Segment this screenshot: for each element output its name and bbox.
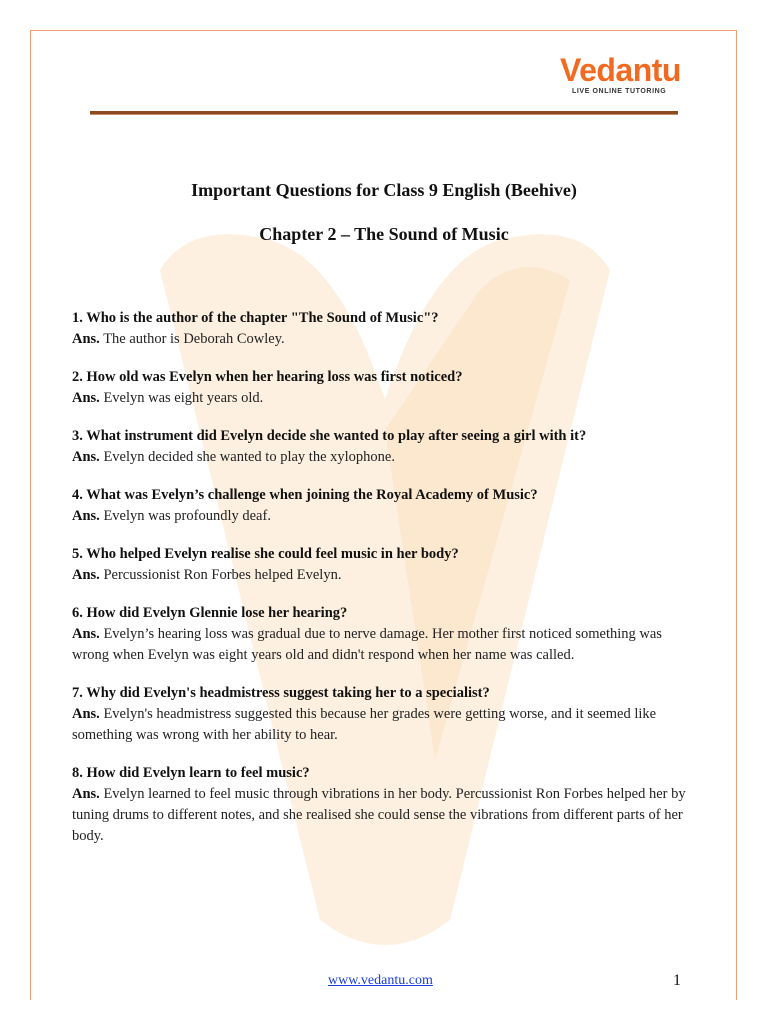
answer-body: Evelyn learned to feel music through vibrations in her body. Percussionist Ron Forbes helped her by tuning drums to different notes, and she realised she could sense the vibrations from different parts of her body. (72, 786, 686, 844)
answer-body: Evelyn was eight years old. (103, 390, 264, 406)
answer-body: Evelyn’s hearing loss was gradual due to nerve damage. Her mother first noticed something was wrong when Evelyn was eight years old and didn't respond when her name was called. (72, 626, 662, 663)
logo-brand-text: Vedantu (560, 52, 681, 88)
answer-text (72, 784, 692, 847)
qa-item (72, 308, 692, 350)
answer-text (72, 506, 692, 527)
answer-prefix: Ans. (72, 449, 100, 465)
question-text: 6. How did Evelyn Glennie lose her hearing? (72, 605, 348, 621)
footer-website-link[interactable]: www.vedantu.com (328, 973, 433, 988)
answer-body: Evelyn decided she wanted to play the xylophone. (103, 449, 395, 465)
answer-body: Percussionist Ron Forbes helped Evelyn. (103, 567, 342, 583)
answer-body: Evelyn's headmistress suggested this because her grades were getting worse, and it seemed like something was wrong with her ability to hear. (72, 706, 657, 743)
answer-text (72, 624, 692, 666)
chapter-title: Chapter 2 – The Sound of Music (259, 224, 509, 244)
qa-item (72, 683, 692, 746)
answer-text (72, 704, 692, 746)
qa-item (72, 763, 692, 847)
answer-text (72, 447, 692, 468)
answer-prefix: Ans. (72, 390, 100, 406)
qa-item (72, 485, 692, 527)
answer-prefix: Ans. (72, 567, 100, 583)
question-text: 1. Who is the author of the chapter "The Sound of Music"? (72, 310, 439, 326)
qa-item (72, 603, 692, 666)
qa-item (72, 544, 692, 586)
qa-item (72, 426, 692, 468)
logo-tagline: LIVE ONLINE TUTORING (572, 88, 667, 95)
question-text: 4. What was Evelyn’s challenge when joining the Royal Academy of Music? (72, 487, 538, 503)
question-text: 3. What instrument did Evelyn decide she wanted to play after seeing a girl with it? (72, 428, 587, 444)
page-number: 1 (673, 972, 681, 989)
question-text: 5. Who helped Evelyn realise she could feel music in her body? (72, 546, 459, 562)
vedantu-logo[interactable] (560, 52, 681, 102)
question-text: 8. How did Evelyn learn to feel music? (72, 765, 310, 781)
answer-prefix: Ans. (72, 786, 100, 802)
answer-text (72, 388, 692, 409)
answer-prefix: Ans. (72, 508, 100, 524)
question-text: 7. Why did Evelyn's headmistress suggest taking her to a specialist? (72, 685, 490, 701)
answer-text (72, 565, 692, 586)
answer-prefix: Ans. (72, 626, 100, 642)
header-divider (90, 111, 678, 115)
answer-body: The author is Deborah Cowley. (103, 331, 285, 347)
page-title: Important Questions for Class 9 English (Beehive) (191, 180, 577, 200)
answer-text (72, 329, 692, 350)
qa-list (72, 308, 692, 864)
answer-body: Evelyn was profoundly deaf. (103, 508, 271, 524)
answer-prefix: Ans. (72, 331, 100, 347)
answer-prefix: Ans. (72, 706, 100, 722)
question-text: 2. How old was Evelyn when her hearing loss was first noticed? (72, 369, 463, 385)
qa-item (72, 367, 692, 409)
